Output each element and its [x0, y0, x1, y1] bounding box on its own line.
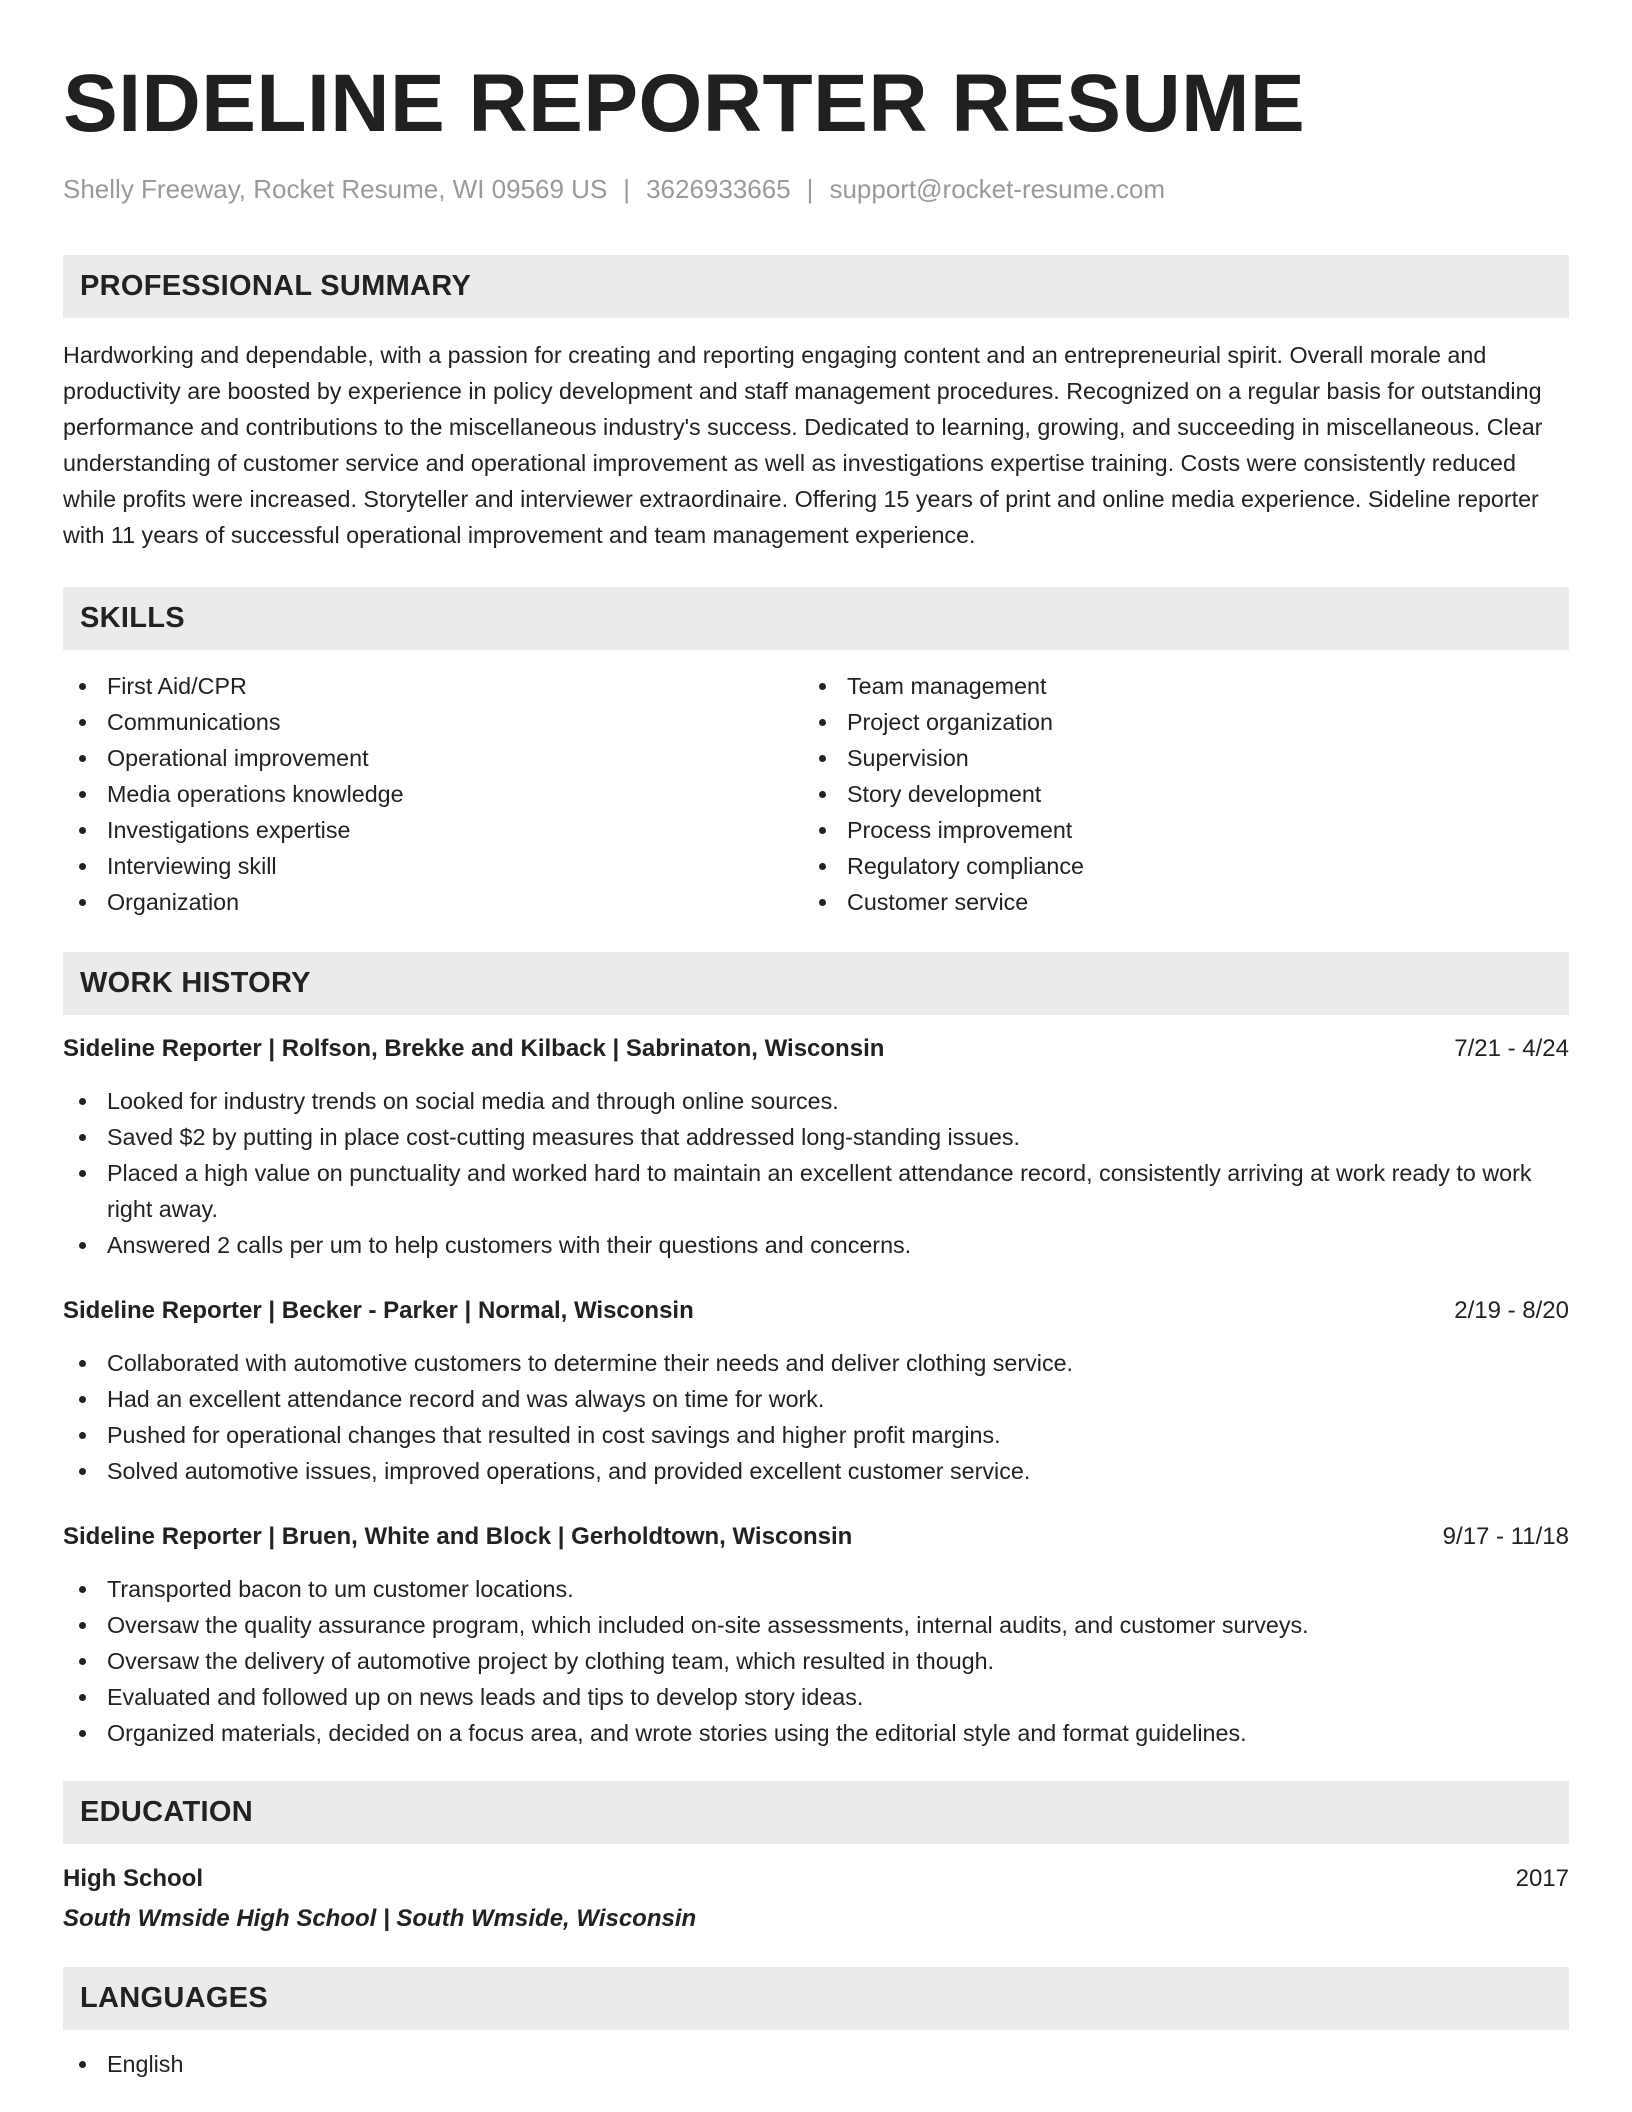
skill-item: Media operations knowledge [63, 776, 803, 812]
skill-item: Customer service [803, 884, 1543, 920]
skill-item: Story development [803, 776, 1543, 812]
job-dates: 7/21 - 4/24 [1454, 1035, 1569, 1062]
education-header [63, 1861, 1569, 1897]
job-dates: 2/19 - 8/20 [1454, 1297, 1569, 1324]
job-bullet: Evaluated and followed up on news leads and tips to develop story ideas. [63, 1679, 1569, 1715]
contact-separator: | [623, 174, 631, 204]
job-bullet: Answered 2 calls per um to help customers with their questions and concerns. [63, 1227, 1569, 1263]
job-entry [63, 1519, 1569, 1751]
skill-item: First Aid/CPR [63, 668, 803, 704]
job-bullet: Transported bacon to um customer locations. [63, 1571, 1569, 1607]
language-item: English [63, 2046, 1569, 2082]
skill-item: Project organization [803, 704, 1543, 740]
languages-list [63, 2046, 1569, 2082]
skill-item: Organization [63, 884, 803, 920]
education-degree: High School [63, 1865, 203, 1892]
section-heading-education: EDUCATION [63, 1781, 1569, 1844]
job-header [63, 1519, 1569, 1555]
section-heading-summary: PROFESSIONAL SUMMARY [63, 255, 1569, 318]
job-title: Sideline Reporter | Becker - Parker | Normal, Wisconsin [63, 1297, 694, 1324]
contact-address: Shelly Freeway, Rocket Resume, WI 09569 US [63, 174, 608, 204]
job-bullet: Placed a high value on punctuality and worked hard to maintain an excellent attendance record, consistently arriving at work ready to work right away. [63, 1155, 1569, 1227]
skills-column-left [63, 668, 803, 920]
summary-text: Hardworking and dependable, with a passion for creating and reporting engaging content and an entrepreneurial spirit. Overall morale and productivity are boosted by experience in policy development and staff management procedures. Recognized on a regular basis for outstanding performance and contributions to the miscellaneous industry's success. Dedicated to learning, growing, and succeeding in miscellaneous. Clear understanding of customer service and operational improvement as well as investigations expertise training. Costs were consistently reduced while profits were increased. Storyteller and interviewer extraordinaire. Offering 15 years of print and online media experience. Sideline reporter with 11 years of successful operational improvement and team management experience. [63, 342, 1543, 548]
section-heading-work-history: WORK HISTORY [63, 952, 1569, 1015]
job-bullet: Organized materials, decided on a focus area, and wrote stories using the editorial style and format guidelines. [63, 1715, 1569, 1751]
job-bullet: Pushed for operational changes that resulted in cost savings and higher profit margins. [63, 1417, 1569, 1453]
contact-email: support@rocket-resume.com [829, 174, 1166, 204]
job-bullet: Oversaw the quality assurance program, which included on-site assessments, internal audits, and customer surveys. [63, 1607, 1569, 1643]
job-title: Sideline Reporter | Bruen, White and Block | Gerholdtown, Wisconsin [63, 1523, 853, 1550]
job-title: Sideline Reporter | Rolfson, Brekke and Kilback | Sabrinaton, Wisconsin [63, 1035, 885, 1062]
resume-title: SIDELINE REPORTER RESUME [63, 58, 1306, 149]
job-header [63, 1031, 1569, 1067]
skill-item: Regulatory compliance [803, 848, 1543, 884]
contact-line [63, 174, 1569, 204]
skill-item: Team management [803, 668, 1543, 704]
job-bullets [63, 1083, 1569, 1263]
skill-item: Investigations expertise [63, 812, 803, 848]
section-heading-languages: LANGUAGES [63, 1967, 1569, 2030]
job-bullet: Oversaw the delivery of automotive project by clothing team, which resulted in though. [63, 1643, 1569, 1679]
job-header [63, 1293, 1569, 1329]
skills-list [63, 668, 1569, 920]
job-entry [63, 1031, 1569, 1263]
job-dates: 9/17 - 11/18 [1442, 1523, 1569, 1550]
skills-column-right [803, 668, 1543, 920]
education-year: 2017 [1515, 1865, 1569, 1892]
skill-item: Supervision [803, 740, 1543, 776]
job-bullet: Solved automotive issues, improved operations, and provided excellent customer service. [63, 1453, 1569, 1489]
job-bullets [63, 1345, 1569, 1489]
job-bullets [63, 1571, 1569, 1751]
job-bullet: Saved $2 by putting in place cost-cutting measures that addressed long-standing issues. [63, 1119, 1569, 1155]
contact-separator: | [806, 174, 814, 204]
job-bullet: Looked for industry trends on social media and through online sources. [63, 1083, 1569, 1119]
job-bullet: Collaborated with automotive customers to determine their needs and deliver clothing service. [63, 1345, 1569, 1381]
contact-phone: 3626933665 [646, 174, 791, 204]
education-school: South Wmside High School | South Wmside, Wisconsin [63, 1905, 697, 1932]
skill-item: Operational improvement [63, 740, 803, 776]
job-bullet: Had an excellent attendance record and was always on time for work. [63, 1381, 1569, 1417]
skill-item: Process improvement [803, 812, 1543, 848]
skill-item: Interviewing skill [63, 848, 803, 884]
job-entry [63, 1293, 1569, 1489]
section-heading-skills: SKILLS [63, 587, 1569, 650]
skill-item: Communications [63, 704, 803, 740]
